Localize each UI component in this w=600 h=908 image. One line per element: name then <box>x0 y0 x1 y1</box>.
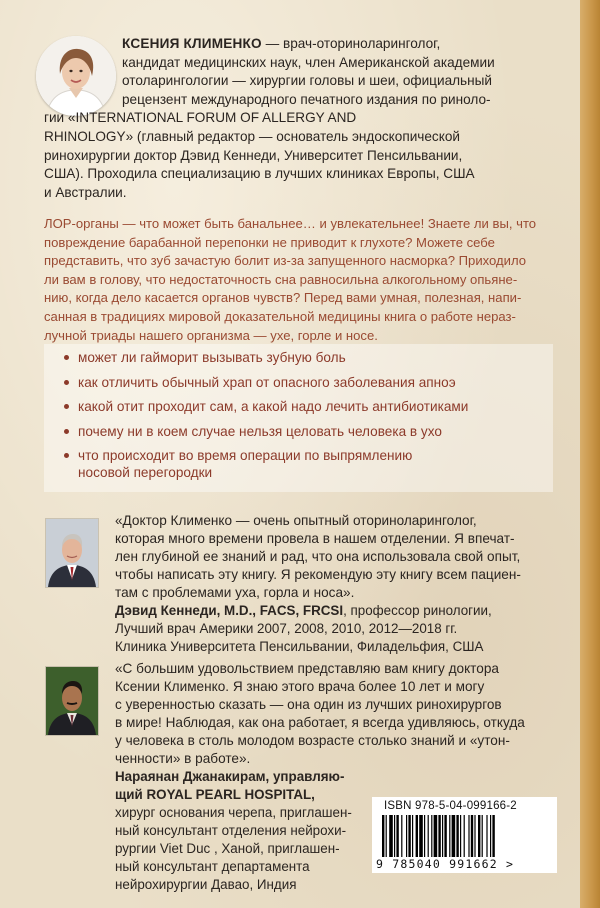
kennedy-photo <box>46 519 98 587</box>
list-item: как отличить обычный храп от опасного заболевания апноэ <box>64 374 534 391</box>
kennedy-quote: «Доктор Клименко — очень опытный оториноларинголог, которая много времени провела в нашем отделении. Я впечат- лен глубиной ее знаний и рад, что она использовала свой опыт, чтобы написать эту книгу. Я рекомендую эту книгу всем пациен- там с проблемами уха, горла и носа». <box>115 513 521 600</box>
janakiram-quote: «С большим удовольствием представляю вам книгу доктора Ксении Клименко. Я знаю этого врача более 10 лет и могу с уверенностью сказать — она один из лучших ринохирургов в мире! Наблюдая, как она работает, я всегда удивляюсь, откуда у человека в столь молодом возрасте столько знаний и «утон- ченности» в работе». <box>115 661 525 766</box>
list-item: может ли гайморит вызывать зубную боль <box>64 349 534 366</box>
isbn-label: ISBN 978-5-04-099166-2 <box>384 800 517 812</box>
author-name: КСЕНИЯ КЛИМЕНКО <box>122 36 262 51</box>
bullet-dot-icon <box>64 429 69 434</box>
bullet-dot-icon <box>64 355 69 360</box>
isbn-barcode-box <box>372 797 557 873</box>
barcode-icon <box>382 815 548 857</box>
kennedy-signature: Дэвид Кеннеди, M.D., FACS, FRCSI, профессор ринологии, Лучший врач Америки 2007, 2008, 2010, 2012—2018 гг. Клиника Университета Пенсильвании, Филадельфия, США <box>115 603 492 654</box>
barcode-digits: 9 785040 991662 > <box>376 857 515 871</box>
list-item: что происходит во время операции по выпрямлению носовой перегородки <box>64 447 534 481</box>
spine-edge <box>580 0 600 908</box>
bullet-dot-icon <box>64 404 69 409</box>
bullet-dot-icon <box>64 453 69 458</box>
book-description: ЛОР-органы — что может быть банальнее… и увлекательнее! Знаете ли вы, что повреждение барабанной перепонки не приводит к глухоте? Можете себе представить, что зуб зачастую болит из-за запущенного насморка? Приходило ли вам в голову, что недостаточность сна равносильна алкогольному опьяне- нию, когда дело касается органов чувств? Перед вами умная, полезная, напи- санная в традициях мировой доказательной медицины книга о работе нераз- лучной триады нашего организма — ухе, горле и носе. <box>44 216 537 343</box>
janakiram-signature: Нараянан Джанакирам, управляю- щий ROYAL PEARL HOSPITAL, хирург основания черепа, приглашен- ный консультант отделения нейрохи- рургии Viet Duc , Ханой, приглашен- ный консультант департамента нейрохирургии Давао, Индия <box>115 769 352 892</box>
janakiram-photo <box>46 667 98 735</box>
list-item: какой отит проходит сам, а какой надо лечить антибиотиками <box>64 398 534 415</box>
topics-list <box>64 349 534 489</box>
list-item: почему ни в коем случае нельзя целовать человека в ухо <box>64 423 534 440</box>
bullet-dot-icon <box>64 380 69 385</box>
author-bio: КСЕНИЯ КЛИМЕНКО — врач-оториноларинголог, кандидат медицинских наук, член Американской академии отоларингологии — хирургии головы и шеи, официальный рецензент международного печатного издания по риноло- гии «INTERNATIONAL FORUM OF ALLERGY AND RHINOLOGY» (главный редактор — основатель эндоскопической ринохирургии доктор Дэвид Кеннеди, Университет Пенсильвании, США). Проходила специализацию в лучших клиниках Европы, США и Австралии. <box>44 36 495 200</box>
